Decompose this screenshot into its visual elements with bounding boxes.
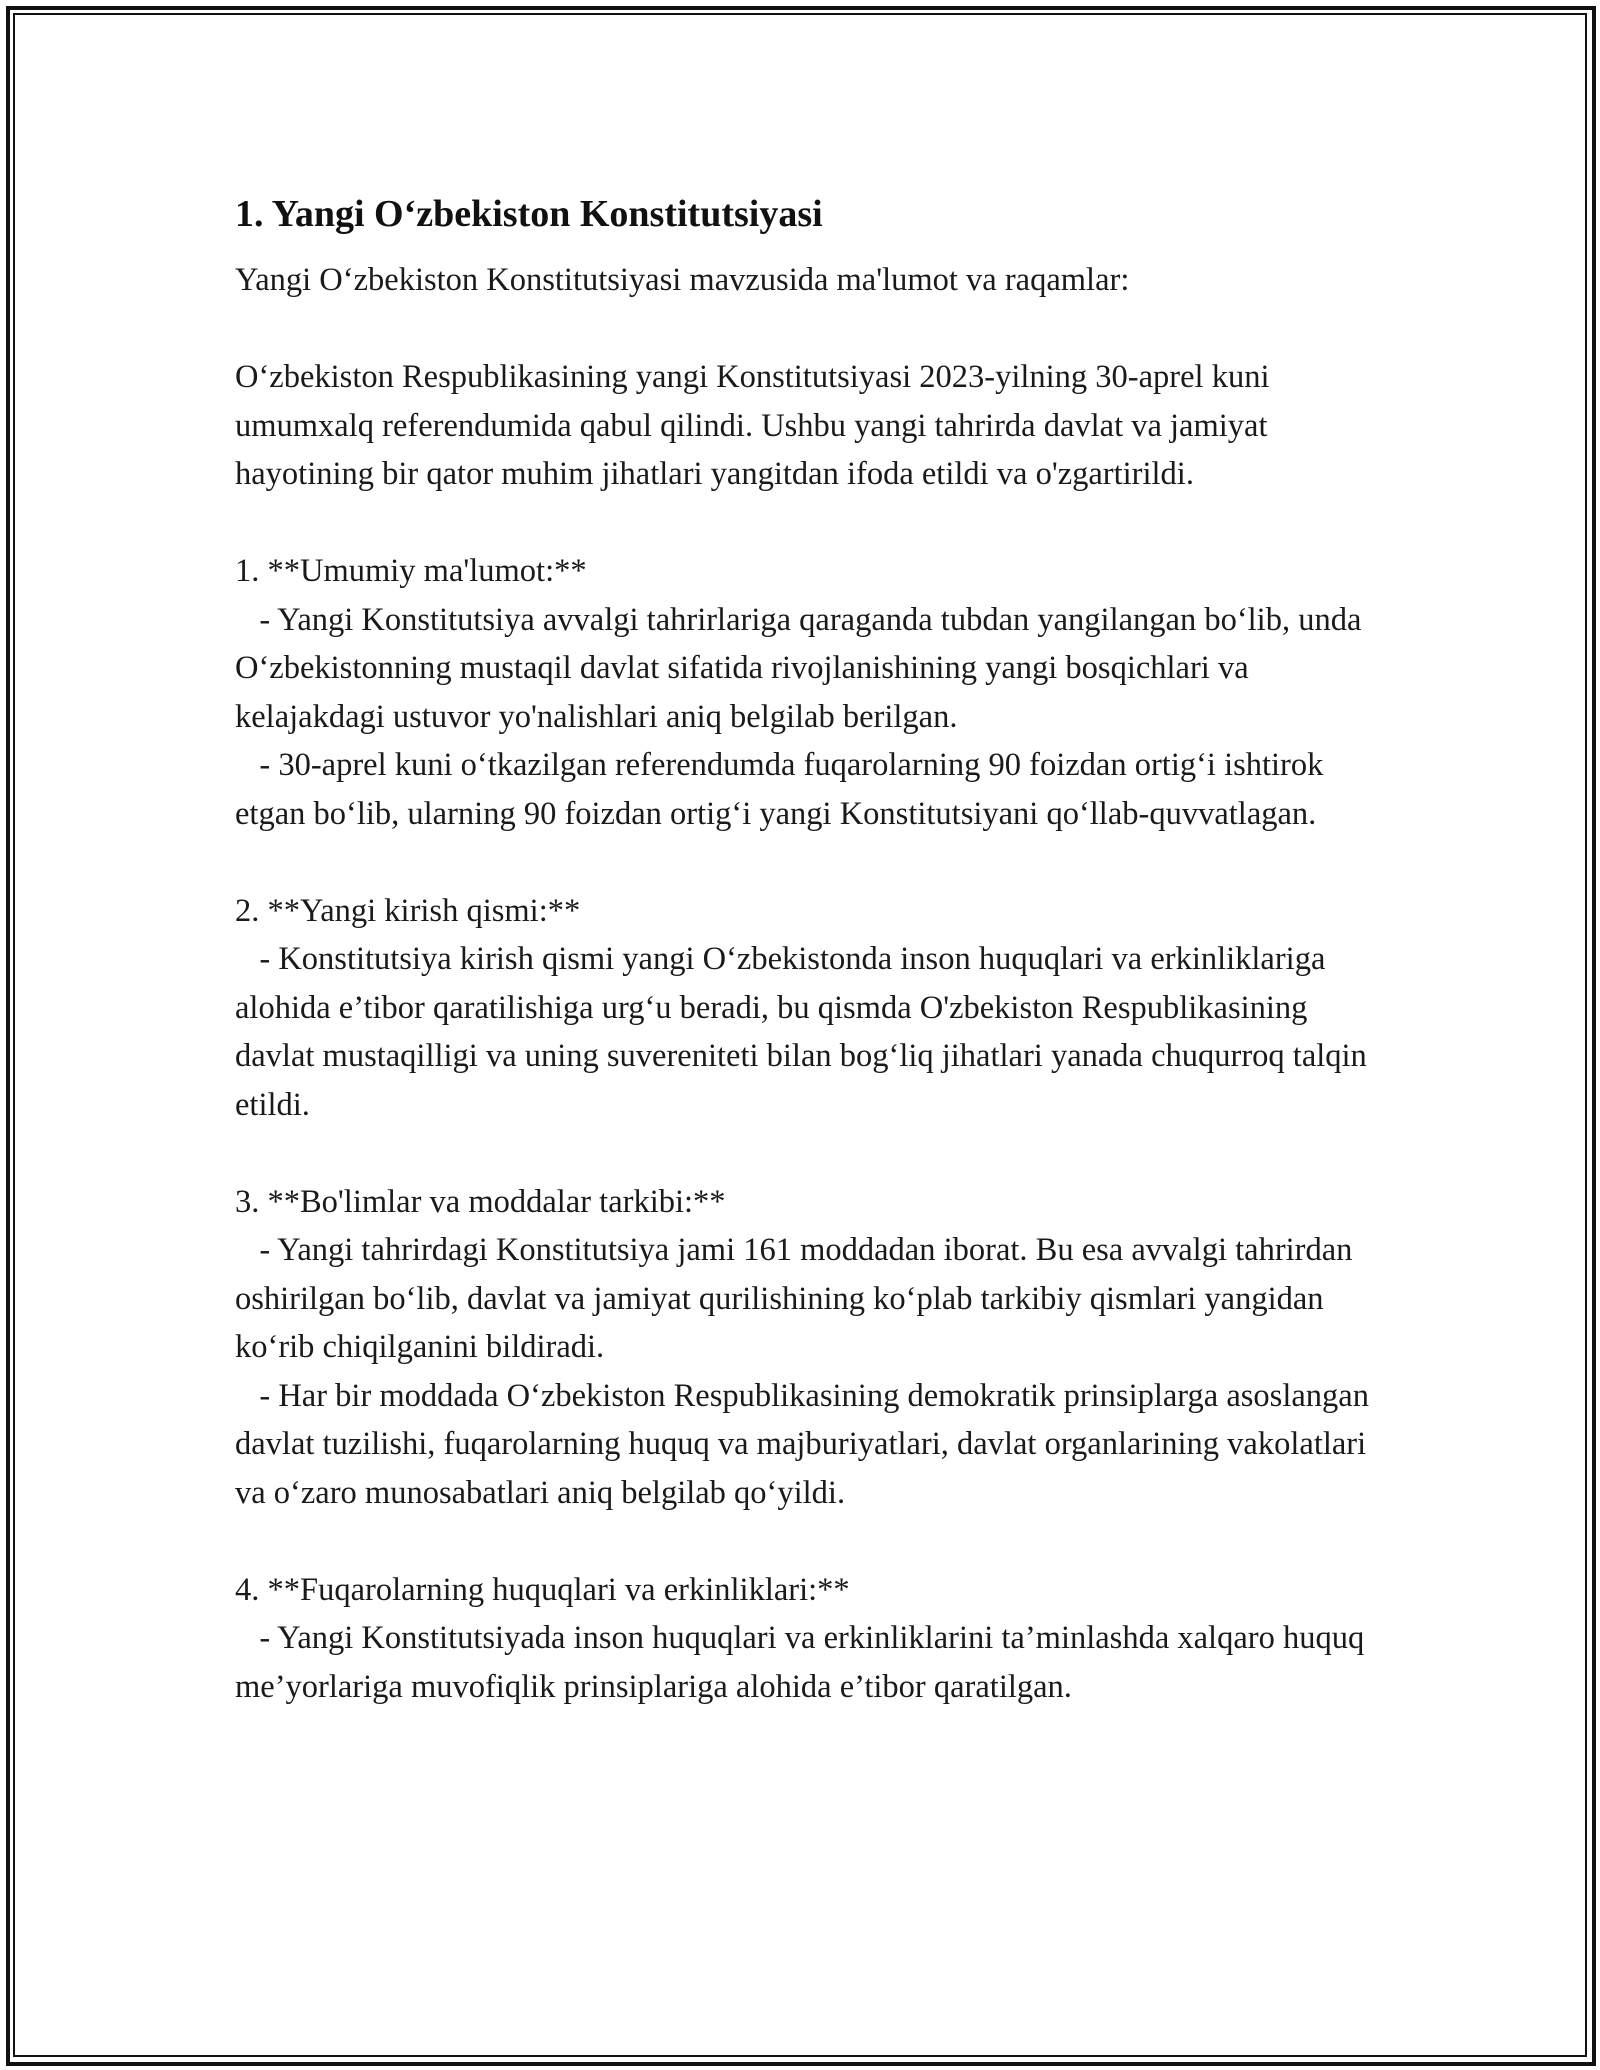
overview-paragraph: O‘zbekiston Respublikasining yangi Konstitutsiyasi 2023-yilning 30-aprel kuni umumxalq referendumida qabul qilindi. Ushbu yangi tahrirda davlat va jamiyat hayotining bir qator muhim jihatlari yangitdan ifoda etildi va o'zgartirildi. [235,359,1278,492]
spacer [235,305,1385,354]
section-point: - Yangi tahrirdagi Konstitutsiya jami 161 moddadan iborat. Bu esa avvalgi tahrirdan oshirilgan bo‘lib, davlat va jamiyat qurilishining ko‘plab tarkibiy qismlari yangidan ko‘rib chiqilganini bildiradi. [235,1232,1361,1365]
document-title: 1. Yangi O‘zbekiston Konstitutsiyasi [235,193,823,235]
spacer [235,1517,1385,1566]
spacer [235,838,1385,887]
section-point: - Yangi Konstitutsiya avvalgi tahrirlariga qaraganda tubdan yangilangan bo‘lib, unda O‘zbekistonning mustaqil davlat sifatida rivojlanishining yangi bosqichlari va kelajakdagi ustuvor yo'nalishlari aniq belgilab berilgan. [235,601,1370,735]
section-point: - Har bir moddada O‘zbekiston Respublikasining demokratik prinsiplarga asoslangan davlat tuzilishi, fuqarolarning huquq va majburiyatlari, davlat organlarining vakolatlari va o‘zaro munosabatlari aniq belgilab qo‘yildi. [235,1377,1378,1511]
spacer [235,1129,1385,1178]
section-point: - Konstitutsiya kirish qismi yangi O‘zbekistonda inson huquqlari va erkinliklariga alohida e’tibor qaratilishiga urg‘u beradi, bu qismda O'zbekiston Respublikasining davlat mustaqilligi va uning suvereniteti bilan bog‘liq jihatlari yanada chuqurroq talqin etildi. [235,941,1375,1123]
section-point: - Yangi Konstitutsiyada inson huquqlari va erkinliklarini ta’minlashda xalqaro huquq me’yorlariga muvofiqlik prinsiplariga alohida e’tibor qaratilgan. [235,1620,1373,1705]
section-2 [235,887,1385,1130]
section-heading: 2. **Yangi kirish qismi:** [235,892,581,929]
section-4 [235,1566,1385,1712]
section-point: - 30-aprel kuni o‘tkazilgan referendumda fuqarolarning 90 foizdan ortig‘i ishtirok etgan bo‘lib, ularning 90 foizdan ortig‘i yangi Konstitutsiyani qo‘llab-quvvatlagan. [235,747,1332,832]
section-heading: 4. **Fuqarolarning huquqlari va erkinliklari:** [235,1571,850,1608]
section-heading: 3. **Bo'limlar va moddalar tarkibi:** [235,1183,726,1220]
section-1 [235,547,1385,838]
section-heading: 1. **Umumiy ma'lumot:** [235,553,587,589]
section-3 [235,1178,1385,1518]
spacer [235,499,1385,548]
document-body [235,188,1385,1711]
intro-line: Yangi O‘zbekiston Konstitutsiyasi mavzusida ma'lumot va raqamlar: [235,262,1130,298]
